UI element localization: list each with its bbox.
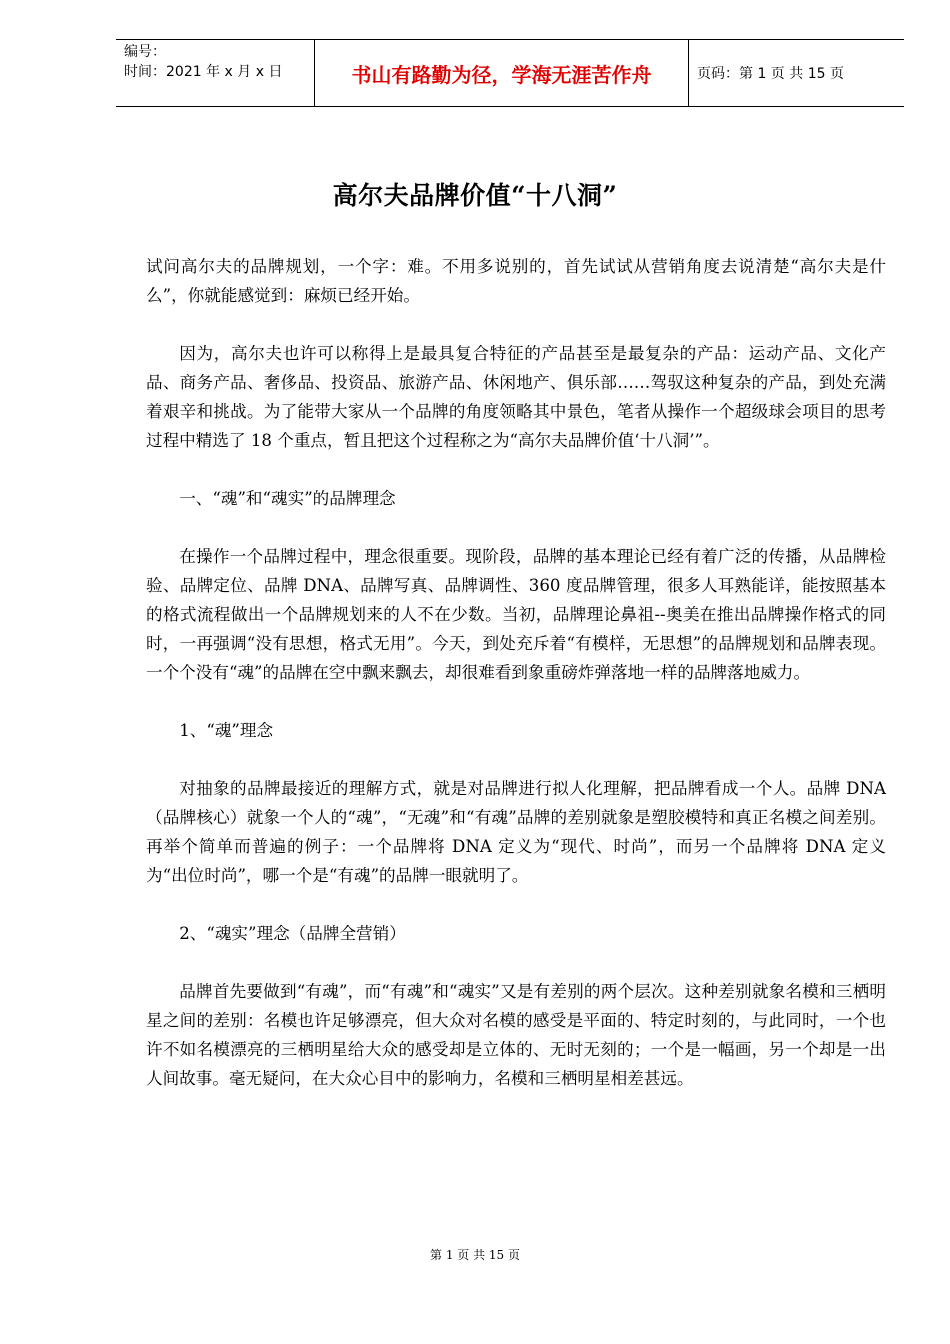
header-info-cell (116, 40, 315, 106)
header-page-info: 页码：第 1 页 共 15 页 (697, 66, 844, 82)
page-footer: 第 1 页 共 15 页 (430, 1248, 520, 1262)
document-body (146, 252, 886, 1122)
header-motto: 书山有路勤为径，学海无涯苦作舟 (315, 40, 689, 106)
number-label: 编号： (124, 44, 166, 60)
header-table (116, 39, 904, 107)
document-title: 高尔夫品牌价值“十八洞” (332, 181, 618, 210)
subsection-heading: 1、“魂”理念 (179, 721, 274, 740)
time-label: 时间：2021 年 x 月 x 日 (124, 64, 283, 80)
paragraph: 品牌首先要做到“有魂”，而“有魂”和“魂实”又是有差别的两个层次。这种差别就象名模和三栖明星之间的差别：名模也许足够漂亮，但大众对名模的感受是平面的、特定时刻的，与此同时，一个也许不如名模漂亮的三栖明星给大众的感受却是立体的、无时无刻的；一个是一幅画，另一个却是一出人间故事。毫无疑问，在大众心目中的影响力，名模和三栖明星相差甚远。 (146, 982, 886, 1088)
paragraph-intro: 试问高尔夫的品牌规划，一个字：难。不用多说别的，首先试试从营销角度去说清楚“高尔夫是什么”，你就能感觉到：麻烦已经开始。 (146, 257, 886, 305)
paragraph: 对抽象的品牌最接近的理解方式，就是对品牌进行拟人化理解，把品牌看成一个人。品牌 DNA（品牌核心）就象一个人的“魂”，“无魂”和“有魂”品牌的差别就象是塑胶模特和真正名模之间差别。再举个简单而普遍的例子：一个品牌将 DNA 定义为“现代、时尚”，而另一个品牌将 DNA 定义为“出位时尚”，哪一个是“有魂”的品牌一眼就明了。 (146, 779, 886, 885)
subsection-heading: 2、“魂实”理念（品牌全营销） (179, 924, 406, 943)
paragraph: 在操作一个品牌过程中，理念很重要。现阶段，品牌的基本理论已经有着广泛的传播，从品牌检验、品牌定位、品牌 DNA、品牌写真、品牌调性、360 度品牌管理，很多人耳熟能详，能按照基本的格式流程做出一个品牌规划来的人不在少数。当初，品牌理论鼻祖--奥美在推出品牌操作格式的同时，一再强调“没有思想，格式无用”。今天，到处充斥着“有模样，无思想”的品牌规划和品牌表现。一个个没有“魂”的品牌在空中飘来飘去，却很难看到象重磅炸弹落地一样的品牌落地威力。 (146, 547, 886, 682)
paragraph: 因为，高尔夫也许可以称得上是最具复合特征的产品甚至是最复杂的产品：运动产品、文化产品、商务产品、奢侈品、投资品、旅游产品、休闲地产、俱乐部……驾驭这种复杂的产品，到处充满着艰辛和挑战。为了能带大家从一个品牌的角度领略其中景色，笔者从操作一个超级球会项目的思考过程中精选了 18 个重点，暂且把这个过程称之为“高尔夫品牌价值‘十八洞’”。 (146, 344, 886, 450)
section-heading: 一、“魂”和“魂实”的品牌理念 (179, 489, 396, 508)
